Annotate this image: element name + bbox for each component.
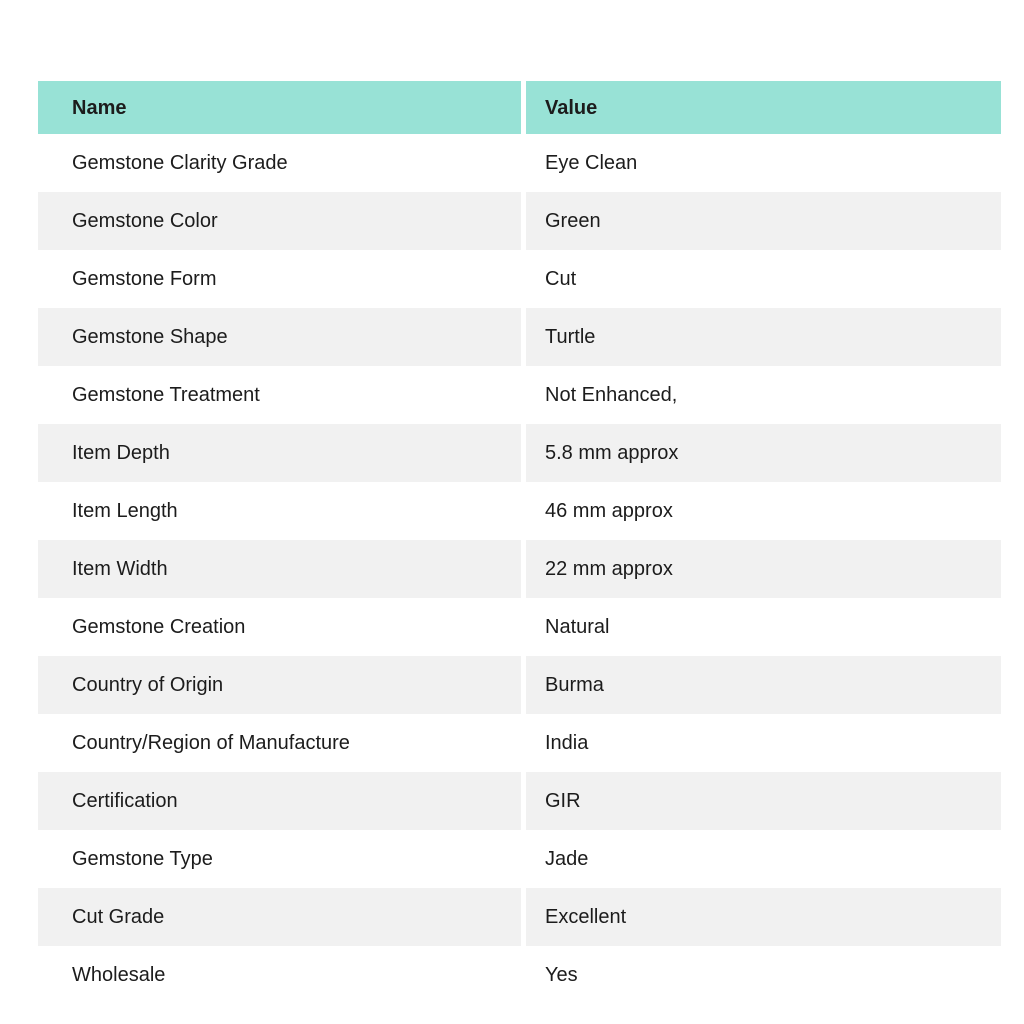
row-name-cell: Gemstone Form bbox=[72, 268, 217, 290]
row-value-cell: Cut bbox=[545, 268, 577, 290]
table-row bbox=[38, 830, 1001, 888]
row-value-cell: 46 mm approx bbox=[545, 500, 673, 522]
row-value-cell: GIR bbox=[526, 772, 1001, 830]
row-name-cell: Item Width bbox=[38, 540, 521, 598]
row-value-cell: Eye Clean bbox=[545, 152, 638, 174]
table-row bbox=[38, 714, 1001, 772]
row-name-cell: Wholesale bbox=[72, 964, 166, 986]
table-row bbox=[38, 366, 1001, 424]
gemstone-spec-table bbox=[38, 81, 1001, 1004]
row-name-cell: Gemstone Creation bbox=[72, 616, 246, 638]
row-name-cell: Gemstone Treatment bbox=[72, 384, 260, 406]
header-cell-name: Name bbox=[38, 81, 521, 134]
table-header-row bbox=[38, 81, 1001, 134]
row-value-cell: Not Enhanced, bbox=[545, 384, 678, 406]
row-value-cell: Excellent bbox=[526, 888, 1001, 946]
table-row bbox=[38, 888, 1001, 946]
row-name-cell: Cut Grade bbox=[38, 888, 521, 946]
table-row bbox=[38, 134, 1001, 192]
row-name-cell: Gemstone Color bbox=[38, 192, 521, 250]
row-value-cell: 5.8 mm approx bbox=[526, 424, 1001, 482]
row-name-cell: Gemstone Type bbox=[72, 848, 213, 870]
row-name-cell: Item Length bbox=[72, 500, 178, 522]
row-name-cell: Gemstone Shape bbox=[38, 308, 521, 366]
table-row bbox=[38, 308, 1001, 366]
row-value-cell: 22 mm approx bbox=[526, 540, 1001, 598]
row-name-cell: Country of Origin bbox=[38, 656, 521, 714]
row-name-cell: Item Depth bbox=[38, 424, 521, 482]
row-value-cell: Yes bbox=[545, 964, 578, 986]
table-row bbox=[38, 192, 1001, 250]
row-value-cell: Green bbox=[526, 192, 1001, 250]
row-value-cell: Jade bbox=[545, 848, 589, 870]
row-name-cell: Gemstone Clarity Grade bbox=[72, 152, 288, 174]
table-row bbox=[38, 482, 1001, 540]
row-value-cell: India bbox=[545, 732, 589, 754]
table-row bbox=[38, 424, 1001, 482]
header-cell-value: Value bbox=[526, 81, 1001, 134]
row-name-cell: Country/Region of Manufacture bbox=[72, 732, 350, 754]
table-row bbox=[38, 772, 1001, 830]
table-row bbox=[38, 946, 1001, 1004]
row-value-cell: Turtle bbox=[526, 308, 1001, 366]
table-row bbox=[38, 250, 1001, 308]
table-row bbox=[38, 656, 1001, 714]
spec-table-body bbox=[38, 134, 1001, 1004]
row-value-cell: Natural bbox=[545, 616, 610, 638]
table-row bbox=[38, 540, 1001, 598]
row-name-cell: Certification bbox=[38, 772, 521, 830]
table-row bbox=[38, 598, 1001, 656]
row-value-cell: Burma bbox=[526, 656, 1001, 714]
